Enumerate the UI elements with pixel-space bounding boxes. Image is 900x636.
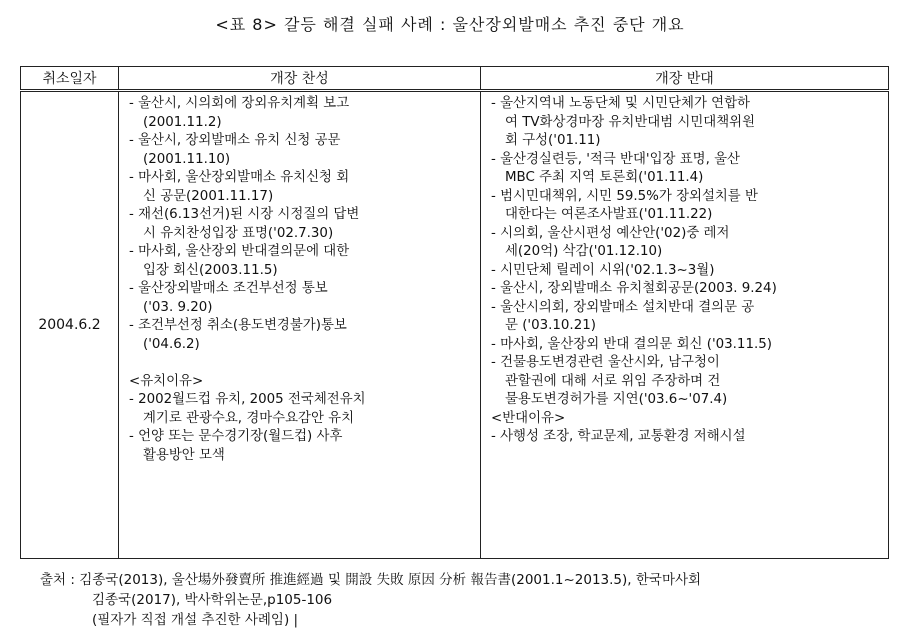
con-line: MBC 주최 지역 토론회('01.11.4) xyxy=(505,170,704,185)
con-column xyxy=(481,91,889,559)
pro-line: - 언양 또는 문수경기장(월드컵) 사후 xyxy=(129,429,343,444)
source-line: 출처 : 김종국(2013), 울산場外發賣所 推進經過 및 開設 失敗 原因 分析 報告書(2001.1~2013.5), 한국마사회 xyxy=(40,572,702,588)
pro-line: - 2002월드컵 유치, 2005 전국체전유치 xyxy=(129,392,366,407)
header-pro: 개장 찬성 xyxy=(119,67,481,91)
pro-line: - 재선(6.13선거)된 시장 시정질의 답변 xyxy=(129,207,360,222)
con-line: - 건물용도변경관련 울산시와, 남구청이 xyxy=(491,355,720,370)
pro-line: (2001.11.2) xyxy=(143,114,222,130)
con-reason-heading: <반대이유> xyxy=(491,410,566,426)
con-line: - 울산경실련등, '적극 반대'입장 표명, 울산 xyxy=(491,151,740,167)
con-line: 물용도변경허가를 지연('03.6~'07.4) xyxy=(505,392,728,407)
con-line: - 시민단체 릴레이 시위('02.1.3~3월) xyxy=(491,262,715,278)
pro-line: - 조건부선정 취소(용도변경불가)통보 xyxy=(129,318,347,333)
pro-line: - 울산시, 장외발매소 유치 신청 공문 xyxy=(129,133,341,148)
source-line: 김종국(2017), 박사학위논문,p105-106 xyxy=(92,592,333,608)
con-line: 관할권에 대해 서로 위임 주장하며 건 xyxy=(505,373,721,389)
con-line: - 마사회, 울산장외 반대 결의문 회신 ('03.11.5) xyxy=(491,336,772,352)
con-line: - 울산시, 장외발매소 유치철회공문(2003. 9.24) xyxy=(491,281,777,296)
con-line: 회 구성('01.11) xyxy=(505,133,601,148)
pro-column xyxy=(119,91,481,559)
con-line: - 울산지역내 노동단체 및 시민단체가 연합하 xyxy=(491,96,750,111)
header-cancel-date: 취소일자 xyxy=(21,67,119,91)
source-note xyxy=(40,570,701,630)
pro-line: 시 유치찬성입장 표명('02.7.30) xyxy=(143,225,334,241)
con-line: 세(20억) 삭감('01.12.10) xyxy=(505,244,663,259)
pro-line: - 마사회, 울산장외발매소 유치신청 회 xyxy=(129,170,350,185)
con-line: 대한다는 여론조사발표('01.11.22) xyxy=(505,207,713,222)
pro-line: 활용방안 모색 xyxy=(143,447,225,463)
pro-line: ('04.6.2) xyxy=(143,336,200,352)
summary-table xyxy=(20,66,889,559)
pro-line: ('03. 9.20) xyxy=(143,299,213,315)
source-line: (필자가 직접 개설 추진한 사례임) | xyxy=(92,612,299,628)
pro-line: 계기로 관광수요, 경마수요감안 유치 xyxy=(143,410,355,426)
con-line: - 시의회, 울산시편성 예산안('02)중 레저 xyxy=(491,225,730,241)
table-caption: <표 8> 갈등 해결 실패 사례 : 울산장외발매소 추진 중단 개요 xyxy=(215,15,685,34)
con-line: - 사행성 조장, 학교문제, 교통환경 저해시설 xyxy=(491,429,746,444)
pro-spacer xyxy=(129,354,472,373)
table-row xyxy=(21,91,889,559)
pro-line: - 마사회, 울산장외 반대결의문에 대한 xyxy=(129,244,350,259)
pro-line: (2001.11.10) xyxy=(143,151,231,167)
table-header-row xyxy=(21,67,889,91)
cancel-date-cell: 2004.6.2 xyxy=(21,91,119,559)
con-line: 문 ('03.10.21) xyxy=(505,318,596,333)
pro-reason-heading: <유치이유> xyxy=(129,373,204,389)
pro-line: 입장 회신(2003.11.5) xyxy=(143,262,278,278)
con-line: 여 TV화상경마장 유치반대범 시민대책위원 xyxy=(505,114,756,130)
pro-line: - 울산시, 시의회에 장외유치계획 보고 xyxy=(129,96,350,111)
pro-line: - 울산장외발매소 조건부선정 통보 xyxy=(129,281,328,296)
con-line: - 울산시의회, 장외발매소 설치반대 결의문 공 xyxy=(491,299,755,315)
pro-line: 신 공문(2001.11.17) xyxy=(143,188,274,204)
header-con: 개장 반대 xyxy=(481,67,889,91)
con-line: - 범시민대책위, 시민 59.5%가 장외설치를 반 xyxy=(491,188,758,204)
